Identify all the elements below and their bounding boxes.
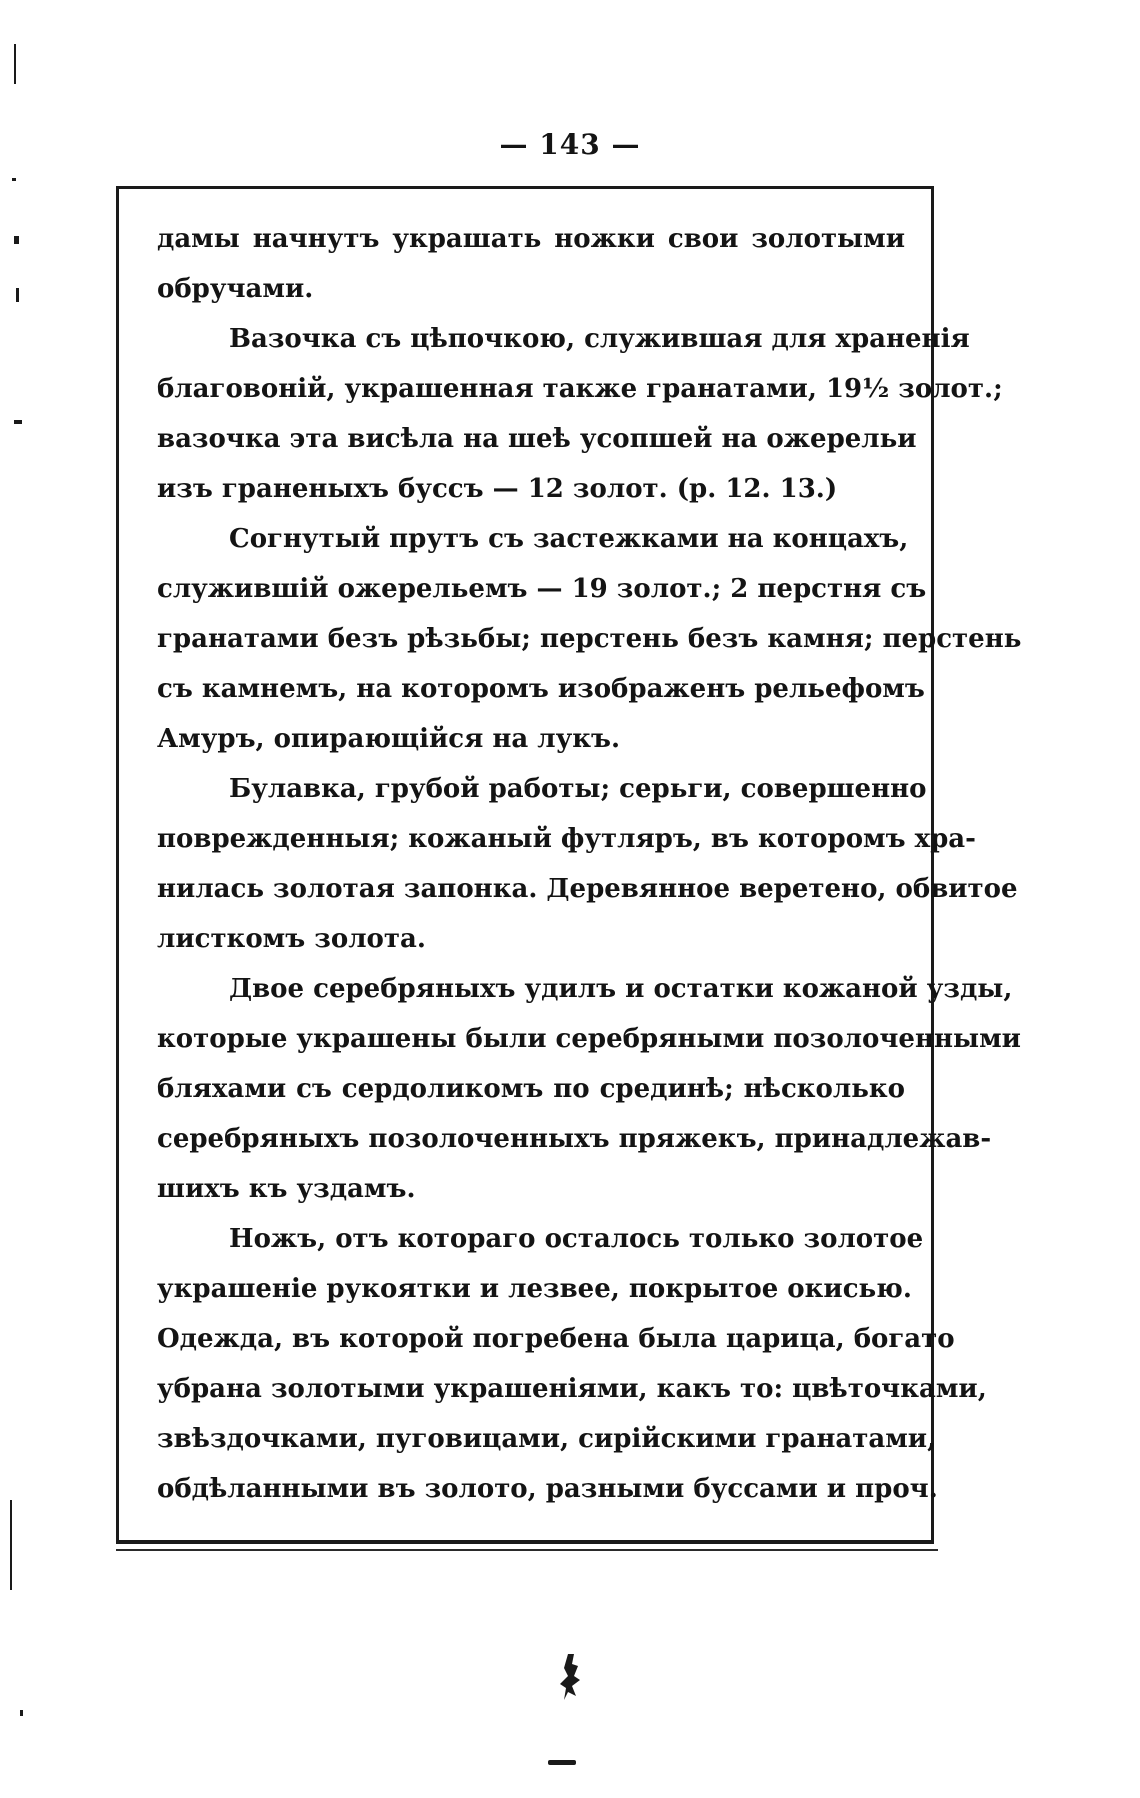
scan-mark [14, 44, 16, 84]
scan-mark [12, 178, 16, 181]
scan-mark [16, 288, 19, 302]
frame-bottom-rule [116, 1549, 938, 1551]
text-line: нилась золотая запонка. Деревянное веретено, обвитое [157, 874, 1018, 904]
text-line: Амуръ, опирающійся на лукъ. [157, 724, 621, 754]
text-line: гранатами безъ рѣзьбы; перстень безъ камня; перстень [157, 624, 1022, 654]
scan-mark [10, 1500, 12, 1590]
text-line: Ножъ, отъ котораго осталось только золотое [229, 1224, 924, 1254]
text-line: бляхами съ сердоликомъ по срединѣ; нѣсколько [157, 1074, 905, 1104]
ornament-mark [556, 1650, 586, 1710]
text-line: дамы начнутъ украшать ножки свои золотыми [157, 224, 905, 254]
scan-mark [14, 236, 19, 244]
text-line: украшеніе рукоятки и лезвее, покрытое окисью. [157, 1274, 912, 1304]
text-line: обручами. [157, 274, 314, 304]
text-line: Вазочка съ цѣпочкою, служившая для храненія [229, 324, 970, 354]
text-line: Булавка, грубой работы; серьги, совершенно [229, 774, 927, 804]
text-line: серебряныхъ позолоченныхъ пряжекъ, принадлежав- [157, 1124, 992, 1154]
text-line: шихъ къ уздамъ. [157, 1174, 416, 1204]
text-line: съ камнемъ, на которомъ изображенъ рельефомъ [157, 674, 925, 704]
text-line: звѣздочками, пуговицами, сирійскими гранатами, [157, 1424, 937, 1454]
text-line: изъ граненыхъ буссъ — 12 золот. (р. 12. 13.) [157, 474, 838, 504]
text-line: благовоній, украшенная также гранатами, 19½ золот.; [157, 374, 1003, 404]
text-line: Двое серебряныхъ удилъ и остатки кожаной узды, [229, 974, 1013, 1004]
text-line: обдѣланными въ золото, разными буссами и проч. [157, 1474, 938, 1504]
scan-mark [14, 420, 22, 424]
text-line: служившій ожерельемъ — 19 золот.; 2 перстня съ [157, 574, 927, 604]
text-line: которые украшены были серебряными позолоченными [157, 1024, 1021, 1054]
scan-mark [548, 1760, 576, 1765]
text-line: листкомъ золота. [157, 924, 426, 954]
text-line: вазочка эта висѣла на шеѣ усопшей на ожерельи [157, 424, 917, 454]
text-line: Согнутый прутъ съ застежками на концахъ, [229, 524, 909, 554]
text-line: убрана золотыми украшеніями, какъ то: цвѣточками, [157, 1374, 987, 1404]
text-body [157, 214, 1022, 1514]
scan-mark [20, 1710, 23, 1716]
text-line: поврежденныя; кожаный футляръ, въ которомъ хра- [157, 824, 976, 854]
text-line: Одежда, въ которой погребена была царица, богато [157, 1324, 955, 1354]
page-number: — 143 — [499, 128, 641, 161]
